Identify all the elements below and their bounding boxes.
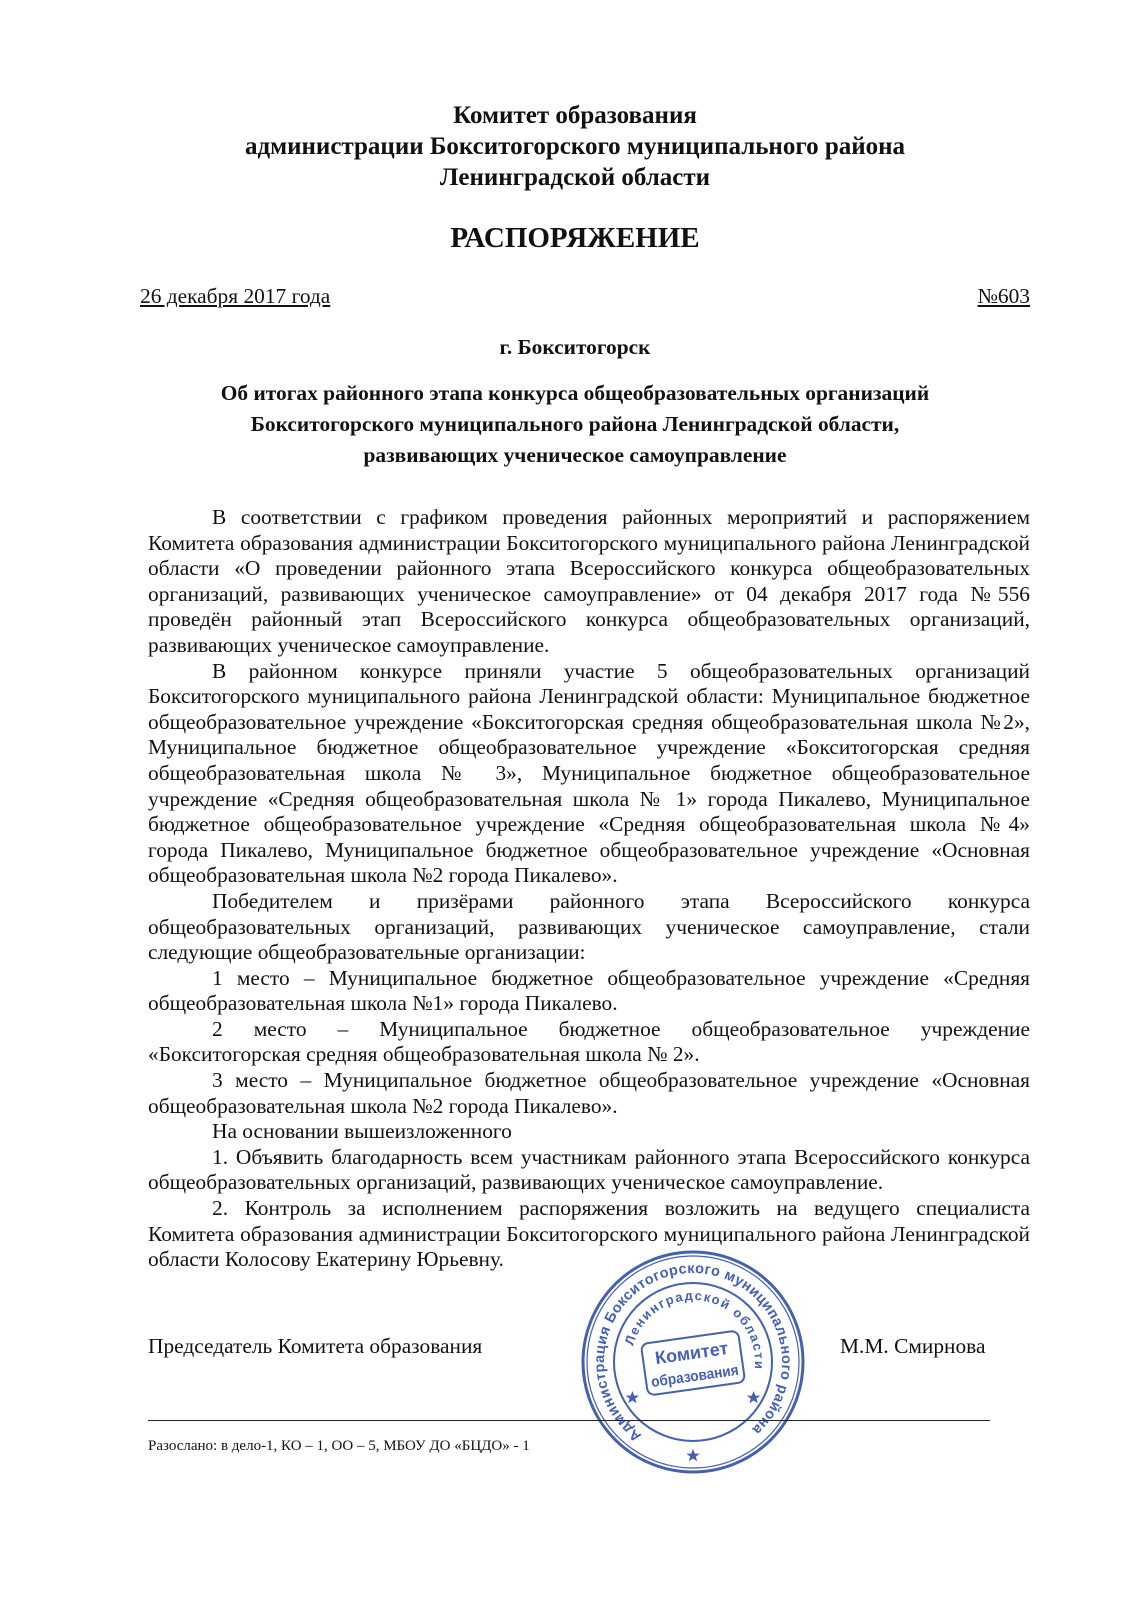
stamp-center-block [641, 1330, 749, 1395]
document-type: РАСПОРЯЖЕНИЕ [450, 222, 700, 254]
body-paragraph: 3 место – Муниципальное бюджетное общеобразовательное учреждение «Основная общеобразовательная школа №2 города Пикалево». [148, 1068, 1030, 1118]
stamp-star-icon [626, 1391, 639, 1403]
body-paragraph: В соответствии с графиком проведения районных мероприятий и распоряжением Комитета образования администрации Бокситогорского муниципального района Ленинградской области «О проведении районного этапа Всероссийского конкурса общеобразовательных организаций, развивающих ученическое самоуправление» от 04 декабря 2017 года №556 проведён районный этап Всероссийского конкурса общеобразовательных организаций, развивающих ученическое самоуправление. [148, 505, 1030, 657]
body-paragraph: На основании вышеизложенного [212, 1119, 512, 1144]
stamp-outer-textpath: Администрация Бокситогорского муниципального района [591, 1260, 795, 1445]
title-line: Об итогах районного этапа конкурса общеобразовательных организаций [220, 381, 930, 405]
stamp-star-icon [747, 1391, 760, 1403]
header-line-administration: администрации Бокситогорского муниципального района [244, 133, 906, 160]
document-date: 26 декабря 2017 года [140, 284, 331, 308]
signature-name: М.М. Смирнова [840, 1334, 986, 1358]
body-paragraph: В районном конкурсе приняли участие 5 общеобразовательных организаций Бокситогорского муниципального района Ленинградской области: Муниципальное бюджетное общеобразовательное учреждение «Бокситогорская средняя общеобразовательная школа №2», Муниципальное бюджетное общеобразовательное учреждение «Бокситогорская средняя общеобразовательная школа № 3», Муниципальное бюджетное общеобразовательное учреждение «Средняя общеобразовательная школа № 1» города Пикалево, Муниципальное бюджетное общеобразовательное учреждение «Средняя общеобразовательная школа №4» города Пикалево, Муниципальное бюджетное общеобразовательное учреждение «Основная общеобразовательная школа №2 города Пикалево». [148, 658, 1030, 888]
document-body [148, 505, 1030, 1273]
title-line: развивающих ученическое самоуправление [363, 443, 787, 467]
official-stamp [578, 1247, 808, 1477]
document-header [120, 100, 1030, 193]
document-title [120, 378, 1030, 471]
document-place: г. Бокситогорск [499, 335, 651, 359]
body-paragraph: 2. Контроль за исполнением распоряжения возложить на ведущего специалиста Комитета образования администрации Бокситогорского муниципального района Ленинградской области Колосову Екатерину Юрьевну. [148, 1196, 1030, 1272]
body-paragraph: 1. Объявить благодарность всем участникам районного этапа Всероссийского конкурса общеобразовательных организаций, развивающих ученическое самоуправление. [148, 1144, 1030, 1195]
body-paragraph: 1 место – Муниципальное бюджетное общеобразовательное учреждение «Средняя общеобразовательная школа №1» города Пикалево. [148, 965, 1030, 1016]
signature-position: Председатель Комитета образования [148, 1334, 483, 1358]
stamp-center-line2: образования [650, 1360, 749, 1391]
stamp-inner-textpath: Ленинградской области [621, 1287, 768, 1370]
body-paragraph: 2 место – Муниципальное бюджетное общеобразовательное учреждение «Бокситогорская средняя общеобразовательная школа № 2». [148, 1016, 1030, 1067]
stamp-center-line1: Комитет [653, 1338, 730, 1369]
header-line-region: Ленинградской области [439, 164, 711, 191]
distribution-list: Разослано: в дело-1, КО – 1, ОО – 5, МБОУ ДО «БЦДО» - 1 [148, 1438, 530, 1454]
document-number: №603 [977, 284, 1030, 308]
title-line: Бокситогорского муниципального района Ленинградской области, [250, 412, 900, 436]
body-paragraph: Победителем и призёрами районного этапа Всероссийского конкурса общеобразовательных организаций, развивающих ученическое самоуправление, стали следующие общеобразовательные организации: [148, 888, 1030, 965]
header-line-committee: Комитет образования [453, 102, 697, 129]
footer-divider [148, 1420, 990, 1421]
stamp-star-icon [686, 1449, 699, 1461]
